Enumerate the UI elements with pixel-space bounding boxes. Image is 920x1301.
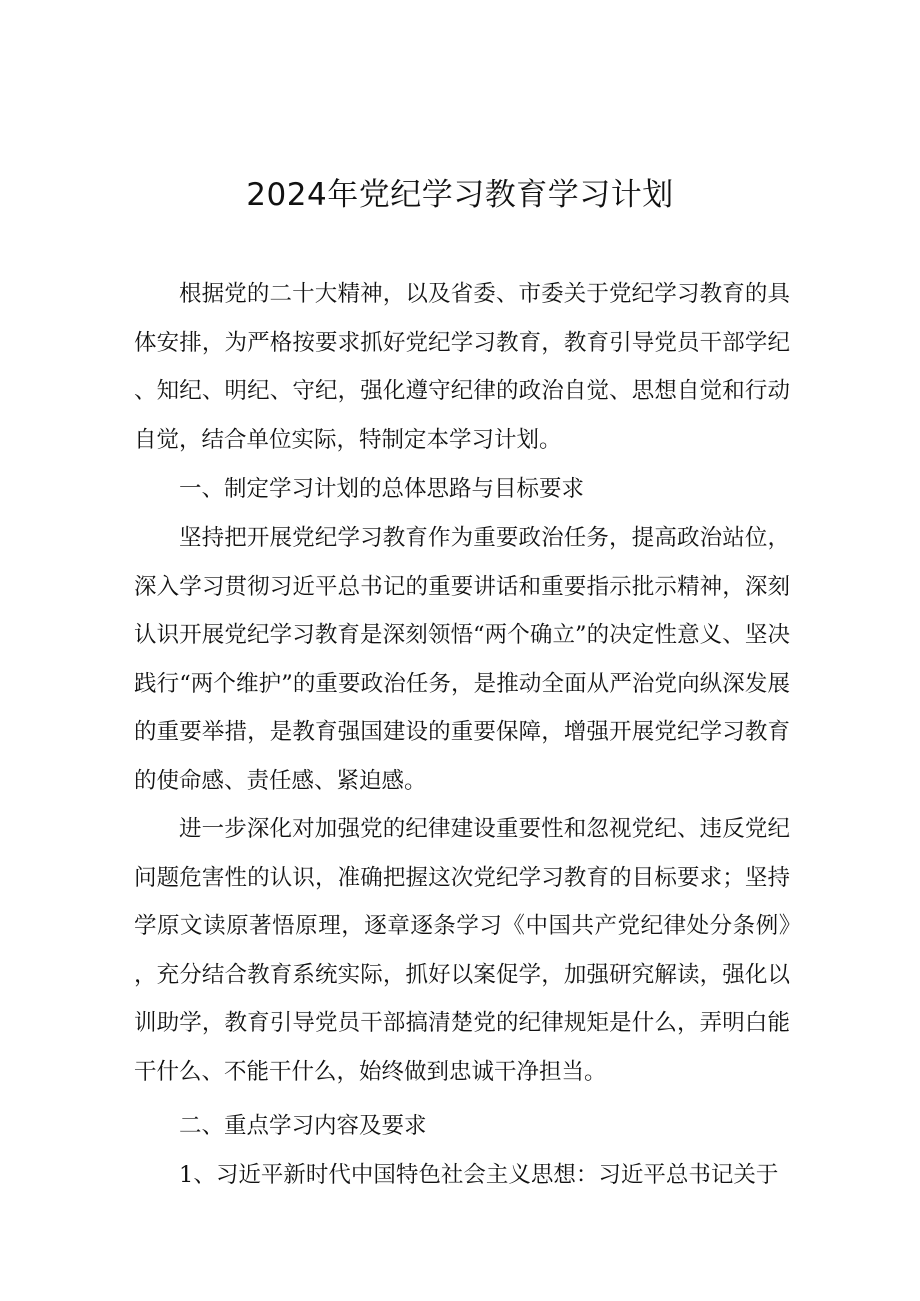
section-2-paragraph-1: 1、习近平新时代中国特色社会主义思想：习近平总书记关于 (179, 1162, 779, 1188)
section-1-heading: 一、制定学习计划的总体思路与目标要求 (179, 476, 585, 502)
section-1-paragraph-2: 进一步深化对加强党的纪律建设重要性和忽视党纪、违反党纪问题危害性的认识，准确把握这次党纪学习教育的目标要求；坚持学原文读原著悟原理，逐章逐条学习《中国共产党纪律处分条例》，充分结合教育系统实际，抓好以案促学，加强研究解读，强化以训助学，教育引导党员干部搞清楚党的纪律规矩是什么，弄明白能干什么、不能干什么，始终做到忠诚干净担当。 (134, 816, 790, 1085)
section-2-heading: 二、重点学习内容及要求 (179, 1113, 427, 1139)
document-title: 2024年党纪学习教育学习计划 (246, 177, 674, 213)
section-1-paragraph-1: 坚持把开展党纪学习教育作为重要政治任务，提高政治站位，深入学习贯彻习近平总书记的重要讲话和重要指示批示精神，深刻认识开展党纪学习教育是深刻领悟“两个确立”的决定性意义、坚决践行“两个维护”的重要政治任务，是推动全面从严治党向纵深发展的重要举措，是教育强国建设的重要保障，增强开展党纪学习教育的使命感、责任感、紧迫感。 (134, 525, 790, 794)
document-body (134, 270, 790, 1200)
intro-paragraph: 根据党的二十大精神，以及省委、市委关于党纪学习教育的具体安排，为严格按要求抓好党纪学习教育，教育引导党员干部学纪、知纪、明纪、守纪，强化遵守纪律的政治自觉、思想自觉和行动自觉，结合单位实际，特制定本学习计划。 (134, 281, 790, 453)
